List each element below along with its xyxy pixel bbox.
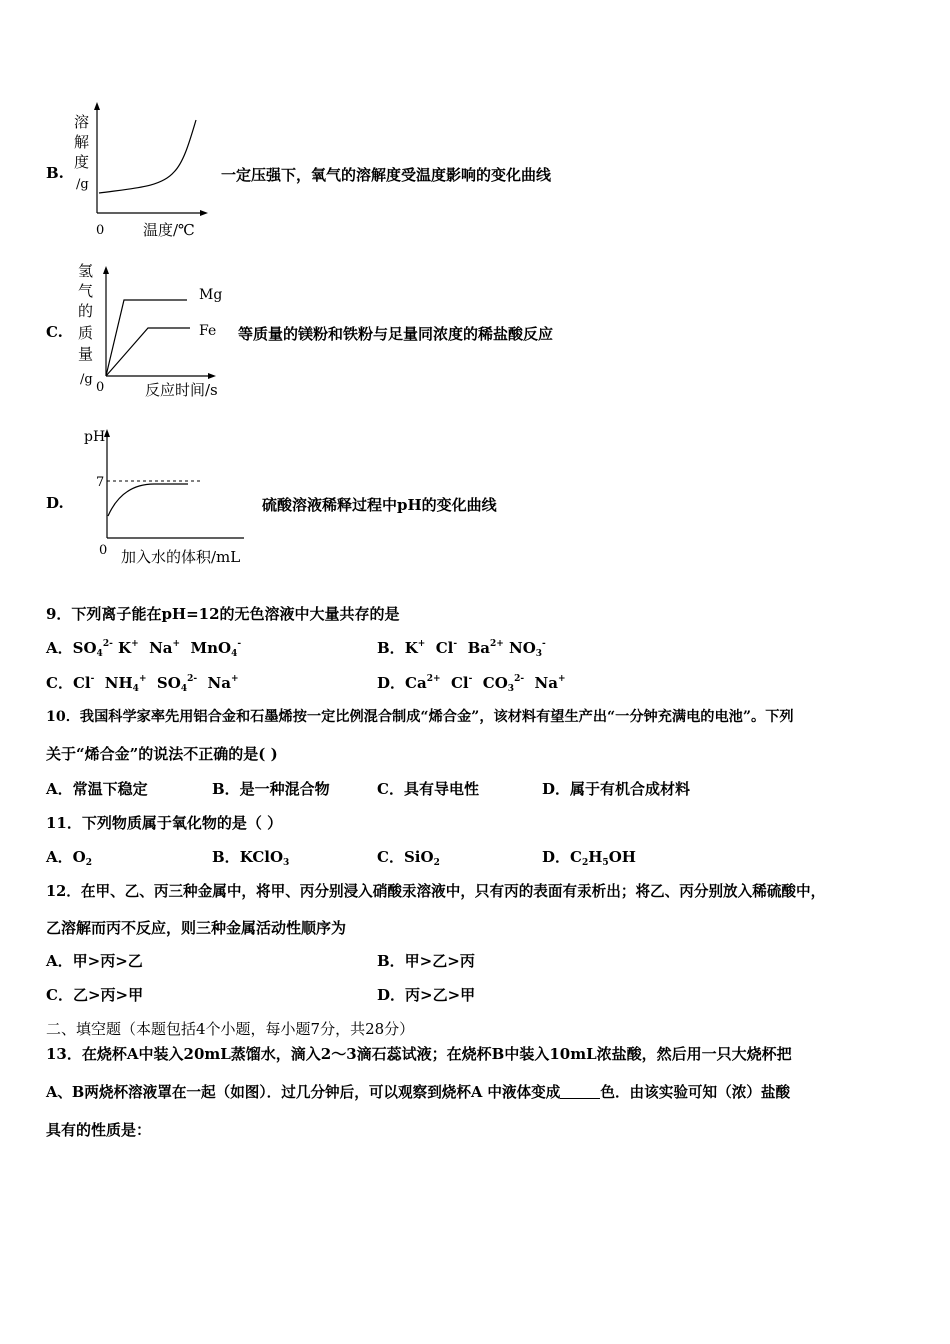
q9-option-b-label: B． xyxy=(377,639,405,657)
q12-stem-line-2: 乙溶解而丙不反应，则三种金属活动性顺序为 xyxy=(46,919,347,937)
q11-option-b: B．KClO$_3$ xyxy=(212,848,290,868)
q12-option-a: A．甲>丙>乙 xyxy=(46,952,143,970)
graph-d-origin: 0 xyxy=(99,543,108,558)
q9-option-c: C．Cl- $NH_4^+$ $SO_4^{2-}$ Na+ xyxy=(46,674,239,694)
graph-c-mg-label: Mg xyxy=(199,287,223,303)
q9-stem: 9．下列离子能在pH=12的无色溶液中大量共存的是 xyxy=(46,605,400,623)
graph-d-curve xyxy=(108,484,188,516)
q8-option-d-letter: D. xyxy=(46,494,64,512)
q8-option-c-graph xyxy=(72,258,237,403)
q11-option-d-label: D． xyxy=(542,848,571,866)
q10-stem-line-1: 10．我国科学家率先用铝合金和石墨烯按一定比例混合制成“烯合金”，该材料有望生产出“一分钟充满电的电池”。下列 xyxy=(46,709,794,725)
q13-stem-line-1: 13．在烧杯A中装入20mL蒸馏水，滴入2～3滴石蕊试液；在烧杯B中装入10mL浓盐酸，然后用一只大烧杯把 xyxy=(46,1045,792,1063)
q13-stem-line-2 xyxy=(46,1081,790,1102)
q11-option-b-label: B． xyxy=(212,848,240,866)
q11-option-a: A．$O_2$ xyxy=(46,848,92,868)
graph-c-y-label-2: 气 xyxy=(78,282,94,300)
q9-option-b: B．K+ Cl- $Ba^{2+}$ $NO_3^-$ xyxy=(377,639,546,659)
graph-b-origin: 0 xyxy=(96,223,105,238)
graph-b-x-arrow xyxy=(200,210,208,216)
q9-option-a-label: A． xyxy=(46,639,73,657)
q13-stem-line-2-part-2: 色．由该实验可知（浓）盐酸 xyxy=(600,1084,791,1101)
graph-b-curve xyxy=(99,120,196,193)
graph-c-y-label-4: 质 xyxy=(78,324,94,342)
q10-option-c: C．具有导电性 xyxy=(377,780,479,798)
q13-stem-line-3: 具有的性质是： xyxy=(46,1121,152,1139)
q10-option-d: D．属于有机合成材料 xyxy=(542,780,691,798)
graph-c-mg-line xyxy=(106,300,187,376)
graph-b-y-label-3: 度 xyxy=(74,153,90,171)
q8-option-b-graph xyxy=(66,100,216,245)
q10-stem-line-2: 关于“烯合金”的说法不正确的是( ) xyxy=(46,745,278,763)
q11-option-c: C．SiO$_2$ xyxy=(377,848,440,868)
graph-b-y-label-1: 溶 xyxy=(74,113,90,131)
q9-option-d: D．$Ca^{2+}$ Cl- $CO_3^{2-}$ Na+ xyxy=(377,674,566,694)
q13-answer-blank[interactable] xyxy=(560,1084,600,1099)
q8-option-d-description: 硫酸溶液稀释过程中pH的变化曲线 xyxy=(262,496,497,514)
graph-c-y-label-1: 氢 xyxy=(78,262,94,280)
section-2-heading: 二、填空题（本题包括4个小题，每小题7分，共28分） xyxy=(46,1020,415,1038)
q11-option-a-label: A． xyxy=(46,848,73,866)
q11-option-d: D．$C_2H_5OH$ xyxy=(542,848,636,868)
q9-option-a: A．$SO_4^{2-}$ K+ Na+ MnO$_4$- xyxy=(46,639,242,659)
q9-option-d-label: D． xyxy=(377,674,406,692)
q11-stem: 11．下列物质属于氧化物的是（ ） xyxy=(46,814,283,832)
graph-c-x-arrow xyxy=(208,373,216,379)
q12-option-d: D．丙>乙>甲 xyxy=(377,986,476,1004)
q8-option-d-graph xyxy=(82,420,257,570)
graph-b-y-arrow xyxy=(94,102,100,110)
graph-c-origin: 0 xyxy=(96,380,105,395)
graph-b-x-label: 温度/℃ xyxy=(143,221,195,239)
q12-stem-line-1: 12．在甲、乙、丙三种金属中，将甲、丙分别浸入硝酸汞溶液中，只有丙的表面有汞析出；将乙、丙分别放入稀硫酸中， xyxy=(46,883,826,900)
q8-option-c-letter: C. xyxy=(46,323,63,341)
graph-c-x-label: 反应时间/s xyxy=(145,381,218,399)
graph-b-y-label-4: /g xyxy=(76,177,89,192)
graph-c-y-arrow xyxy=(103,266,109,274)
graph-d-y-label: pH xyxy=(84,429,106,445)
graph-d-x-label: 加入水的体积/mL xyxy=(121,548,241,566)
q12-option-c: C．乙>丙>甲 xyxy=(46,986,144,1004)
graph-c-y-label-6: /g xyxy=(80,372,93,387)
graph-b-y-label-2: 解 xyxy=(74,133,90,151)
q11-option-c-label: C． xyxy=(377,848,404,866)
q8-option-b-letter: B. xyxy=(46,164,64,182)
q8-option-c-description: 等质量的镁粉和铁粉与足量同浓度的稀盐酸反应 xyxy=(238,325,554,343)
graph-c-fe-line xyxy=(106,328,190,376)
q12-option-b: B．甲>乙>丙 xyxy=(377,952,475,970)
q13-stem-line-2-part-1: A、B两烧杯溶液罩在一起（如图）．过几分钟后，可以观察到烧杯A 中液体变成 xyxy=(46,1084,561,1101)
graph-c-y-label-5: 量 xyxy=(78,345,94,363)
q10-option-b: B．是一种混合物 xyxy=(212,780,330,798)
q10-option-a: A．常温下稳定 xyxy=(46,780,148,798)
q8-option-b-description: 一定压强下，氧气的溶解度受温度影响的变化曲线 xyxy=(221,166,552,184)
graph-c-fe-label: Fe xyxy=(199,323,217,339)
graph-d-y-tick-7: 7 xyxy=(96,475,105,490)
graph-c-y-label-3: 的 xyxy=(78,302,94,320)
q9-option-c-label: C． xyxy=(46,674,73,692)
